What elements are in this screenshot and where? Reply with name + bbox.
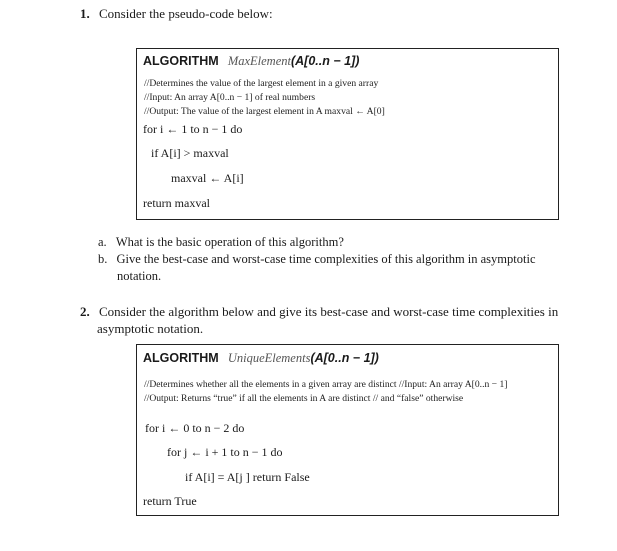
comment-line-1: //Determines whether all the elements in a given array are distinct //Input: An array A[0..n − 1] (144, 379, 508, 390)
code-line-assign: maxval ← A[i] (171, 171, 244, 185)
algorithm-box-max-element (136, 48, 559, 220)
algorithm-signature: (A[0..n − 1]) (290, 54, 360, 68)
code-line-outer-for: for i ← 0 to n − 2 do (145, 421, 245, 435)
comment-line-2: //Output: Returns “true” if all the elements in A are distinct // and “false” otherwise (144, 393, 464, 404)
algorithm-keyword: ALGORITHM (143, 351, 219, 365)
question-2 (80, 304, 558, 320)
question-2-continuation: asymptotic notation. (97, 321, 204, 336)
comment-line-1: //Determines the value of the largest element in a given array (144, 78, 379, 89)
algorithm-header (143, 351, 379, 366)
subquestion-b-label: b. (98, 252, 108, 266)
question-1-text: Consider the pseudo-code below: (99, 6, 273, 21)
algorithm-name: MaxElement (227, 54, 291, 68)
subquestion-b-continuation: notation. (117, 269, 162, 283)
subquestion-a (98, 235, 344, 250)
code-line-for: for i ← 1 to n − 1 do (143, 122, 243, 136)
algorithm-name: UniqueElements (227, 351, 311, 365)
subquestion-b (98, 252, 536, 267)
code-line-if: if A[i] > maxval (151, 146, 229, 160)
comment-line-3: //Output: The value of the largest element in A maxval ← A[0] (144, 106, 385, 117)
algorithm-header (143, 54, 359, 69)
question-1-number: 1. (80, 6, 90, 21)
code-line-inner-for: for j ← i + 1 to n − 1 do (167, 445, 283, 459)
algorithm-keyword: ALGORITHM (143, 54, 219, 68)
comment-line-2: //Input: An array A[0..n − 1] of real numbers (144, 92, 316, 103)
algorithm-signature: (A[0..n − 1]) (310, 351, 379, 365)
subquestion-a-label: a. (98, 235, 107, 249)
question-1 (80, 6, 273, 22)
algorithm-box-unique-elements (136, 344, 559, 516)
code-line-return: return maxval (143, 196, 210, 210)
subquestion-b-text: Give the best-case and worst-case time complexities of this algorithm in asymptotic (116, 252, 536, 266)
question-2-text: Consider the algorithm below and give its best-case and worst-case time complexities in (99, 304, 559, 319)
code-line-return: return True (143, 494, 197, 508)
subquestion-a-text: What is the basic operation of this algorithm? (115, 235, 344, 249)
question-2-number: 2. (80, 304, 90, 319)
code-line-if: if A[i] = A[j ] return False (185, 470, 310, 484)
